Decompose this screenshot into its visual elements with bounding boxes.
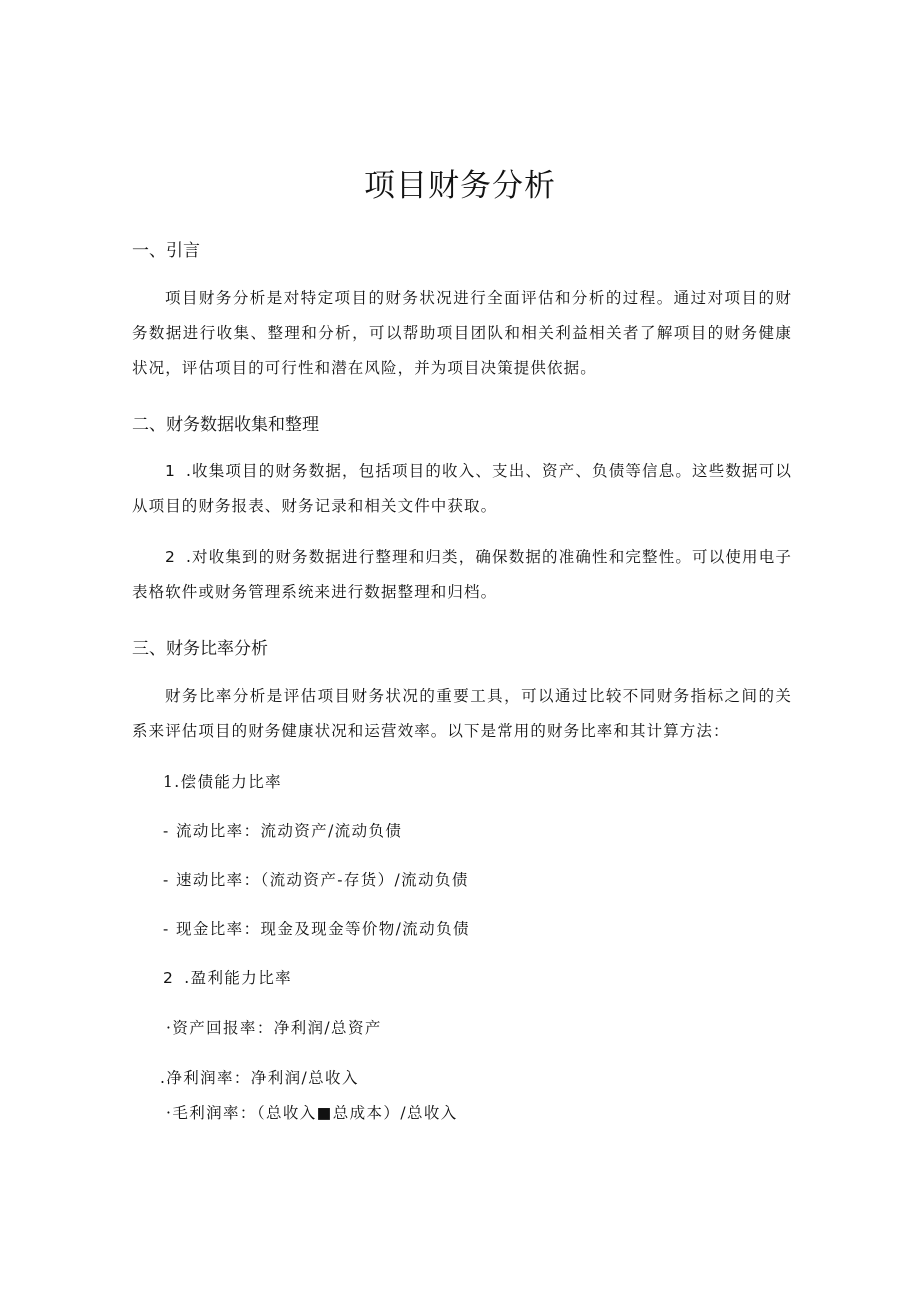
document-title: 项目财务分析 (364, 168, 556, 204)
return-on-assets-item: ·资产回报率：净利润/总资产 (166, 1019, 382, 1037)
quick-ratio-item: - 速动比率：（流动资产-存货）/流动负债 (163, 871, 469, 889)
section-heading-intro: 一、引言 (132, 241, 200, 261)
intro-paragraph: 项目财务分析是对特定项目的财务状况进行全面评估和分析的过程。通过对项目的财务数据进行收集、整理和分析，可以帮助项目团队和相关利益相关者了解项目的财务健康状况，评估项目的可行性和潜在风险，并为项目决策提供依据。 (132, 289, 792, 377)
cash-ratio-item: - 现金比率：现金及现金等价物/流动负债 (163, 920, 470, 938)
item-text: .收集项目的财务数据，包括项目的收入、支出、资产、负债等信息。这些数据可以从项目的财务报表、财务记录和相关文件中获取。 (132, 462, 792, 515)
section-heading-data-collection: 二、财务数据收集和整理 (132, 415, 319, 435)
item-text: .对收集到的财务数据进行整理和归类，确保数据的准确性和完整性。可以使用电子表格软件或财务管理系统来进行数据整理和归档。 (132, 548, 792, 601)
item-number: 2 (163, 969, 175, 987)
ratio-analysis-paragraph: 财务比率分析是评估项目财务状况的重要工具，可以通过比较不同财务指标之间的关系来评估项目的财务健康状况和运营效率。以下是常用的财务比率和其计算方法： (132, 687, 792, 740)
item-number: 2 (165, 548, 176, 566)
section-heading-ratio-analysis: 三、财务比率分析 (132, 639, 268, 659)
current-ratio-item: - 流动比率：流动资产/流动负债 (163, 822, 403, 840)
profitability-ratio-title (163, 966, 292, 988)
solvency-ratio-title: 1.偿债能力比率 (163, 773, 282, 791)
gross-profit-margin-item: ·毛利润率：（总收入■总成本）/总收入 (166, 1104, 458, 1122)
data-collection-item-1 (132, 454, 792, 524)
data-collection-item-2 (132, 540, 792, 610)
net-profit-margin-item: .净利润率：净利润/总收入 (160, 1069, 359, 1087)
item-text: .盈利能力比率 (184, 969, 292, 987)
item-number: 1 (165, 462, 176, 480)
